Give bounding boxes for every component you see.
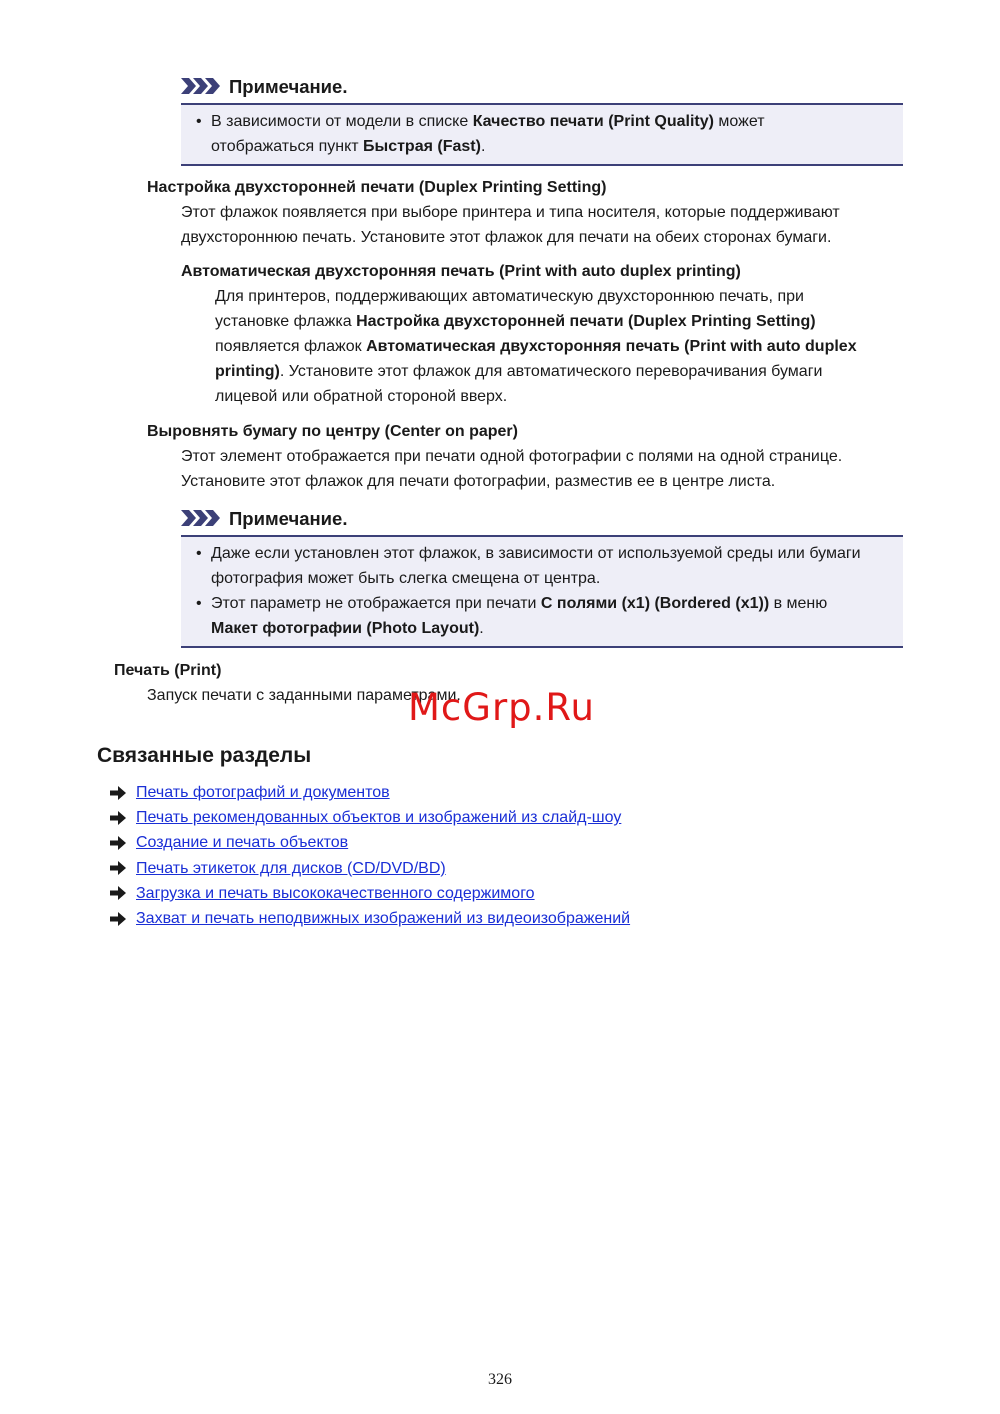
arrow-right-icon	[110, 861, 127, 875]
related-link-item[interactable]	[110, 856, 630, 881]
duplex-setting-description	[181, 200, 840, 250]
arrow-right-icon	[110, 912, 127, 926]
bullet: •	[196, 113, 202, 130]
related-link-item[interactable]	[110, 881, 630, 906]
note-content	[181, 103, 903, 166]
related-topics-title: Связанные разделы	[97, 744, 312, 767]
note-header	[181, 74, 903, 98]
watermark: McGrp.Ru	[408, 686, 595, 729]
note-box-quality	[181, 74, 903, 166]
related-links-list	[110, 780, 630, 931]
arrow-right-icon	[110, 811, 127, 825]
note-line: Этот параметр не отображается при печати С полями (x1) (Bordered (x1)) в меню	[211, 595, 828, 612]
related-link[interactable]: Создание и печать объектов	[136, 834, 349, 852]
related-link-item[interactable]	[110, 805, 630, 830]
bullet: •	[196, 545, 202, 562]
arrow-right-icon	[110, 886, 127, 900]
duplex-setting-heading: Настройка двухсторонней печати (Duplex Printing Setting)	[147, 179, 607, 196]
arrow-right-icon	[110, 786, 127, 800]
arrow-right-icon	[110, 836, 127, 850]
center-on-paper-description	[181, 444, 842, 494]
related-link[interactable]: Загрузка и печать высококачественного содержимого	[136, 884, 535, 902]
note-title: Примечание.	[229, 507, 348, 529]
related-link[interactable]: Печать фотографий и документов	[136, 784, 390, 802]
text-line: появляется флажок Автоматическая двухсторонняя печать (Print with auto duplex	[215, 338, 857, 355]
note-line: Даже если установлен этот флажок, в зависимости от используемой среды или бумаги	[211, 545, 861, 562]
text-line: printing). Установите этот флажок для автоматического переворачивания бумаги	[215, 363, 823, 380]
related-link[interactable]: Печать этикеток для дисков (CD/DVD/BD)	[136, 859, 446, 877]
related-link-item[interactable]	[110, 830, 630, 855]
related-link[interactable]: Захват и печать неподвижных изображений из видеоизображений	[136, 910, 631, 928]
note-line: В зависимости от модели в списке Качество печати (Print Quality) может	[211, 113, 765, 130]
auto-duplex-description	[215, 284, 857, 409]
text-line: двухстороннюю печать. Установите этот флажок для печати на обеих сторонах бумаги.	[181, 229, 832, 246]
text-line: Этот элемент отображается при печати одной фотографии с полями на одной странице.	[181, 448, 843, 465]
note-item	[181, 109, 903, 159]
note-line: Макет фотографии (Photo Layout).	[211, 620, 484, 637]
center-on-paper-heading: Выровнять бумагу по центру (Center on paper)	[147, 423, 518, 440]
text-line: Для принтеров, поддерживающих автоматическую двухстороннюю печать, при	[215, 288, 804, 305]
print-heading: Печать (Print)	[114, 662, 222, 679]
note-box-center	[181, 506, 903, 648]
note-header	[181, 506, 903, 530]
text-line: установке флажка Настройка двухсторонней печати (Duplex Printing Setting)	[215, 313, 816, 330]
text-line: Этот флажок появляется при выборе принтера и типа носителя, которые поддерживают	[181, 204, 840, 221]
print-description: Запуск печати с заданными параметрами.	[147, 687, 461, 704]
note-item	[181, 591, 903, 641]
bullet: •	[196, 595, 202, 612]
text-line: Установите этот флажок для печати фотографии, разместив ее в центре листа.	[181, 473, 776, 490]
related-link-item[interactable]	[110, 780, 630, 805]
note-arrows-icon	[181, 78, 221, 94]
related-link[interactable]: Печать рекомендованных объектов и изображений из слайд-шоу	[136, 809, 622, 827]
related-link-item[interactable]	[110, 906, 630, 931]
note-content	[181, 535, 903, 648]
note-line: фотография может быть слегка смещена от центра.	[211, 570, 601, 587]
page-number: 326	[488, 1371, 512, 1388]
note-title: Примечание.	[229, 75, 348, 97]
note-line: отображаться пункт Быстрая (Fast).	[211, 138, 486, 155]
note-item	[181, 541, 903, 591]
note-arrows-icon	[181, 510, 221, 526]
text-line: лицевой или обратной стороной вверх.	[215, 388, 508, 405]
auto-duplex-heading: Автоматическая двухсторонняя печать (Print with auto duplex printing)	[181, 263, 741, 280]
